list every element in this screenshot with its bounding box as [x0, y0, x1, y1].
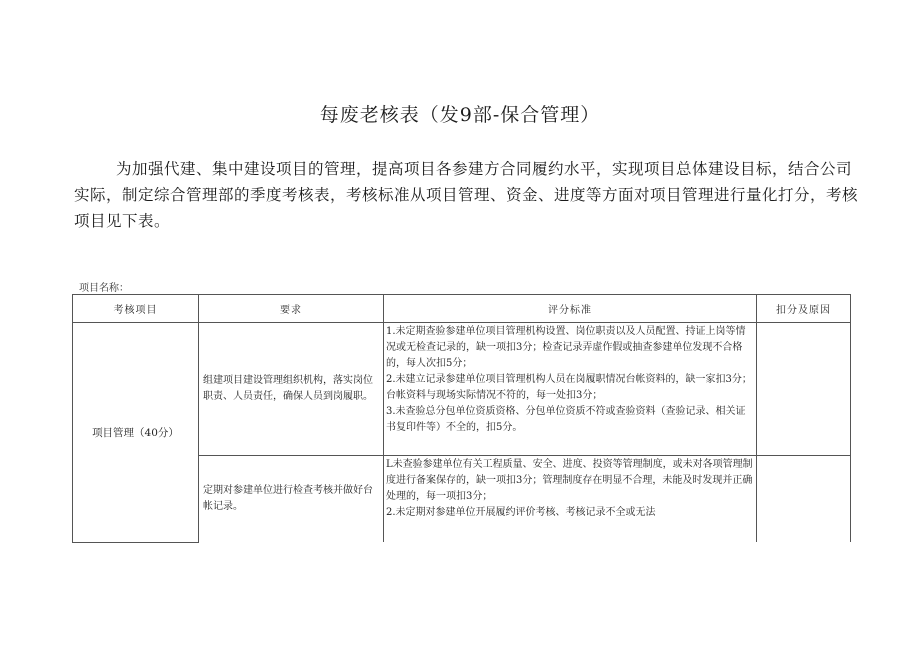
- standard-item: 1.未定期查验参建单位项目管理机构设置、岗位职责以及人员配置、持证上岗等情况或无检查记录的，缺一项扣3分；检查记录弄虚作假或抽查参建单位发现不合格的，每人次扣5分；: [386, 326, 746, 369]
- header-scoring-standard: 评分标准: [384, 295, 757, 323]
- table-header-row: [73, 295, 851, 323]
- header-requirement: 要求: [199, 295, 384, 323]
- standard-item: L未查验参建单位有关工程质量、安全、进度、投资等管理制度，或未对各项管理制度进行备案保存的，缺一项扣3分；管理制度存在明显不合理，未能及时发现并正确处理的，每一项扣3分；: [386, 459, 753, 502]
- table-row: [73, 323, 851, 456]
- document-title: 每废老核表（发9部-保合管理）: [319, 104, 601, 126]
- standard-cell: [384, 456, 757, 543]
- standard-item: 2.未定期对参建单位开展履约评价考核、考核记录不全或无法: [386, 507, 656, 518]
- standard-item: 2.未建立记录参建单位项目管理机构人员在岗履职情况台帐资料的，缺一家扣3分；台帐资料与现场实际情况不符的，每一处扣3分；: [386, 374, 752, 401]
- deduction-cell[interactable]: [757, 323, 851, 456]
- intro-paragraph: 为加强代建、集中建设项目的管理，提高项目各参建方合同履约水平，实现项目总体建设目标，结合公司实际，制定综合管理部的季度考核表，考核标准从项目管理、资金、进度等方面对项目管理进行量化打分，考核项目见下表。: [74, 160, 859, 230]
- header-assessment-item: 考核项目: [73, 295, 199, 323]
- requirement-cell: 定期对参建单位进行检查考核并做好台帐记录。: [199, 456, 384, 543]
- deduction-cell[interactable]: [757, 456, 851, 543]
- standard-cell: [384, 323, 757, 456]
- requirement-cell: 组建项目建设管理组织机构，落实岗位职责、人员责任，确保人员到岗履职。: [199, 323, 384, 456]
- assessment-table: [72, 294, 851, 543]
- header-deduction-reason: 扣分及原因: [757, 295, 851, 323]
- standard-item: 3.未查验总分包单位资质资格、分包单位资质不符或查验资料（查验记录、相关证书复印件等）不全的，扣5分。: [386, 406, 746, 433]
- category-cell: 项目管理（40分）: [73, 323, 199, 543]
- project-name-label: 项目名称：: [79, 283, 129, 294]
